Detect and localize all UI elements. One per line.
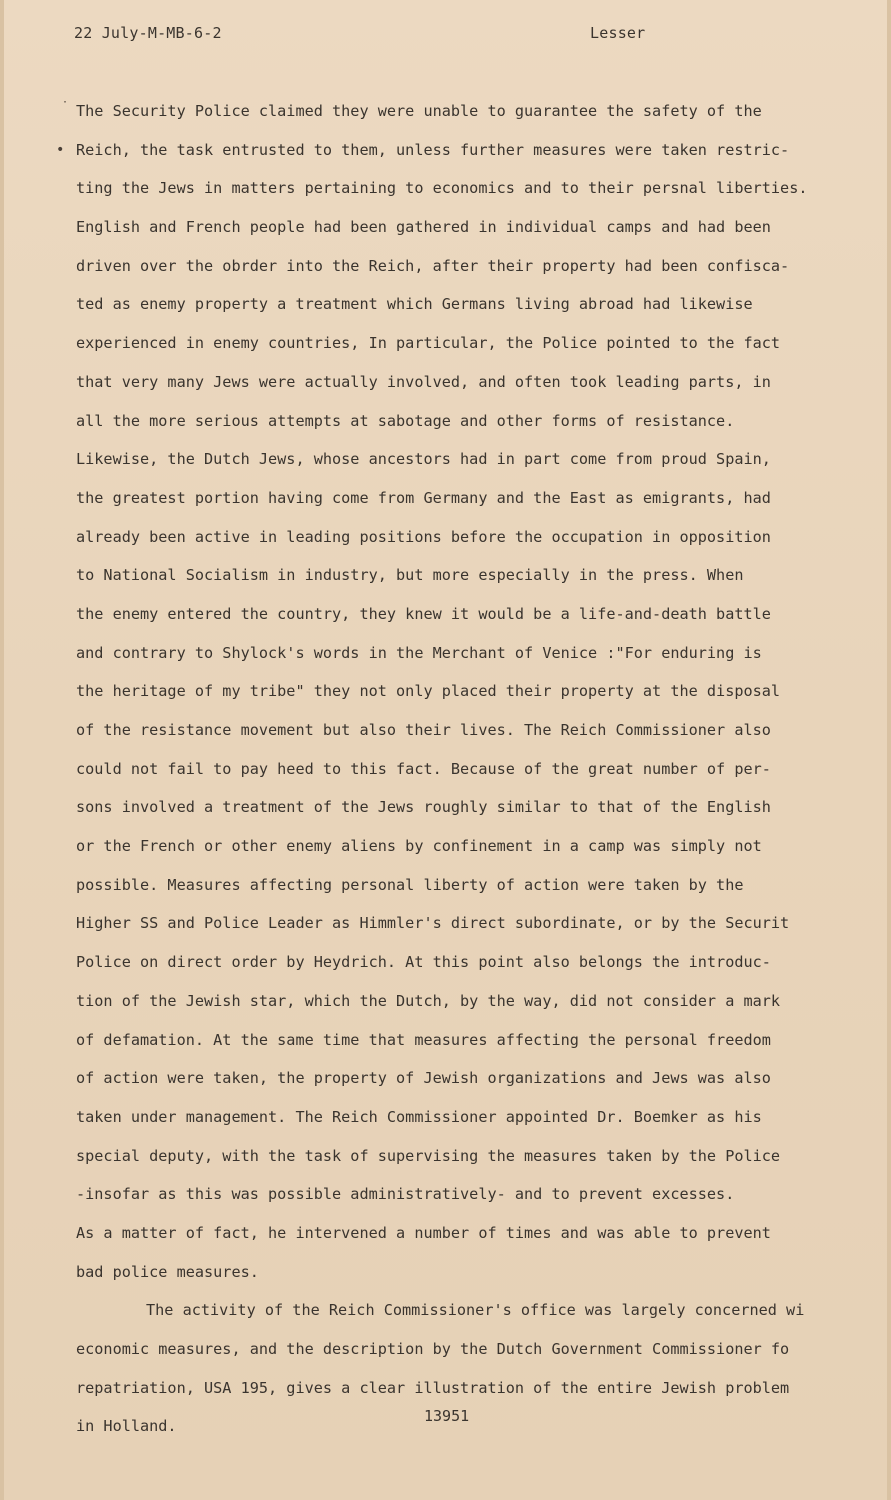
text-line: Higher SS and Police Leader as Himmler's direct subordinate, or by the Securit [76,914,790,933]
text-line: special deputy, with the task of supervising the measures taken by the Police [76,1146,781,1165]
text-line: English and French people had been gathered in individual camps and had been [76,218,771,237]
text-line: could not fail to pay heed to this fact. Because of the great number of per- [76,759,771,778]
text-line: already been active in leading positions before the occupation in opposition [76,527,771,546]
text-line: driven over the obrder into the Reich, after their property had been confisca- [76,256,790,275]
text-line: in Holland. [76,1417,177,1436]
text-line: The Security Police claimed they were unable to guarantee the safety of the [76,102,762,120]
text-line: to National Socialism in industry, but more especially in the press. When [76,566,744,585]
text-line: Likewise, the Dutch Jews, whose ancestors had in part come from proud Spain, [76,450,771,469]
text-line: the heritage of my tribe" they not only placed their property at the disposal [76,682,781,701]
page-edge-left [0,0,4,1500]
text-line: -insofar as this was possible administratively- and to prevent excesses. [76,1185,735,1204]
text-line: possible. Measures affecting personal liberty of action were taken by the [76,875,744,894]
paragraph-2 [76,1291,866,1446]
document-body [76,92,866,1446]
text-line: taken under management. The Reich Commissioner appointed Dr. Boemker as his [76,1107,762,1126]
text-line: The activity of the Reich Commissioner's office was largely concerned wi [146,1301,805,1320]
text-line: of defamation. At the same time that measures affecting the personal freedom [76,1030,771,1049]
text-line: that very many Jews were actually involved, and often took leading parts, in [76,372,771,391]
text-line: or the French or other enemy aliens by confinement in a camp was simply not [76,837,762,856]
text-line: sons involved a treatment of the Jews roughly similar to that of the English [76,798,771,817]
header-speaker: Lesser [590,24,646,42]
stray-mark: · [62,97,69,108]
text-line: the enemy entered the country, they knew it would be a life-and-death battle [76,604,771,623]
text-line: ting the Jews in matters pertaining to economics and to their persnal liberties. [76,179,808,198]
text-line: the greatest portion having come from Germany and the East as emigrants, had [76,488,771,507]
text-line: Reich, the task entrusted to them, unless further measures were taken restric- [76,140,790,159]
text-line: As a matter of fact, he intervened a number of times and was able to prevent [76,1223,771,1242]
paragraph-1 [76,92,866,1291]
text-line: of action were taken, the property of Jewish organizations and Jews was also [76,1069,771,1088]
text-line: all the more serious attempts at sabotage and other forms of resistance. [76,411,735,430]
page-header [74,24,831,46]
text-line: economic measures, and the description by the Dutch Government Commissioner fo [76,1340,790,1358]
text-line: repatriation, USA 195, gives a clear illustration of the entire Jewish problem [76,1378,790,1397]
text-line: and contrary to Shylock's words in the Merchant of Venice :"For enduring is [76,643,762,662]
text-line: experienced in enemy countries, In particular, the Police pointed to the fact [76,334,781,353]
text-line: Police on direct order by Heydrich. At this point also belongs the introduc- [76,953,771,972]
header-reference: 22 July-M-MB-6-2 [74,24,222,42]
text-line: tion of the Jewish star, which the Dutch, by the way, did not consider a mark [76,991,781,1010]
text-line: ted as enemy property a treatment which Germans living abroad had likewise [76,295,753,314]
page-edge-right [887,0,891,1500]
page-number: 13951 [424,1407,470,1425]
margin-bullet-mark: • [56,142,65,158]
text-line: of the resistance movement but also their lives. The Reich Commissioner also [76,721,771,739]
text-line: bad police measures. [76,1262,259,1281]
